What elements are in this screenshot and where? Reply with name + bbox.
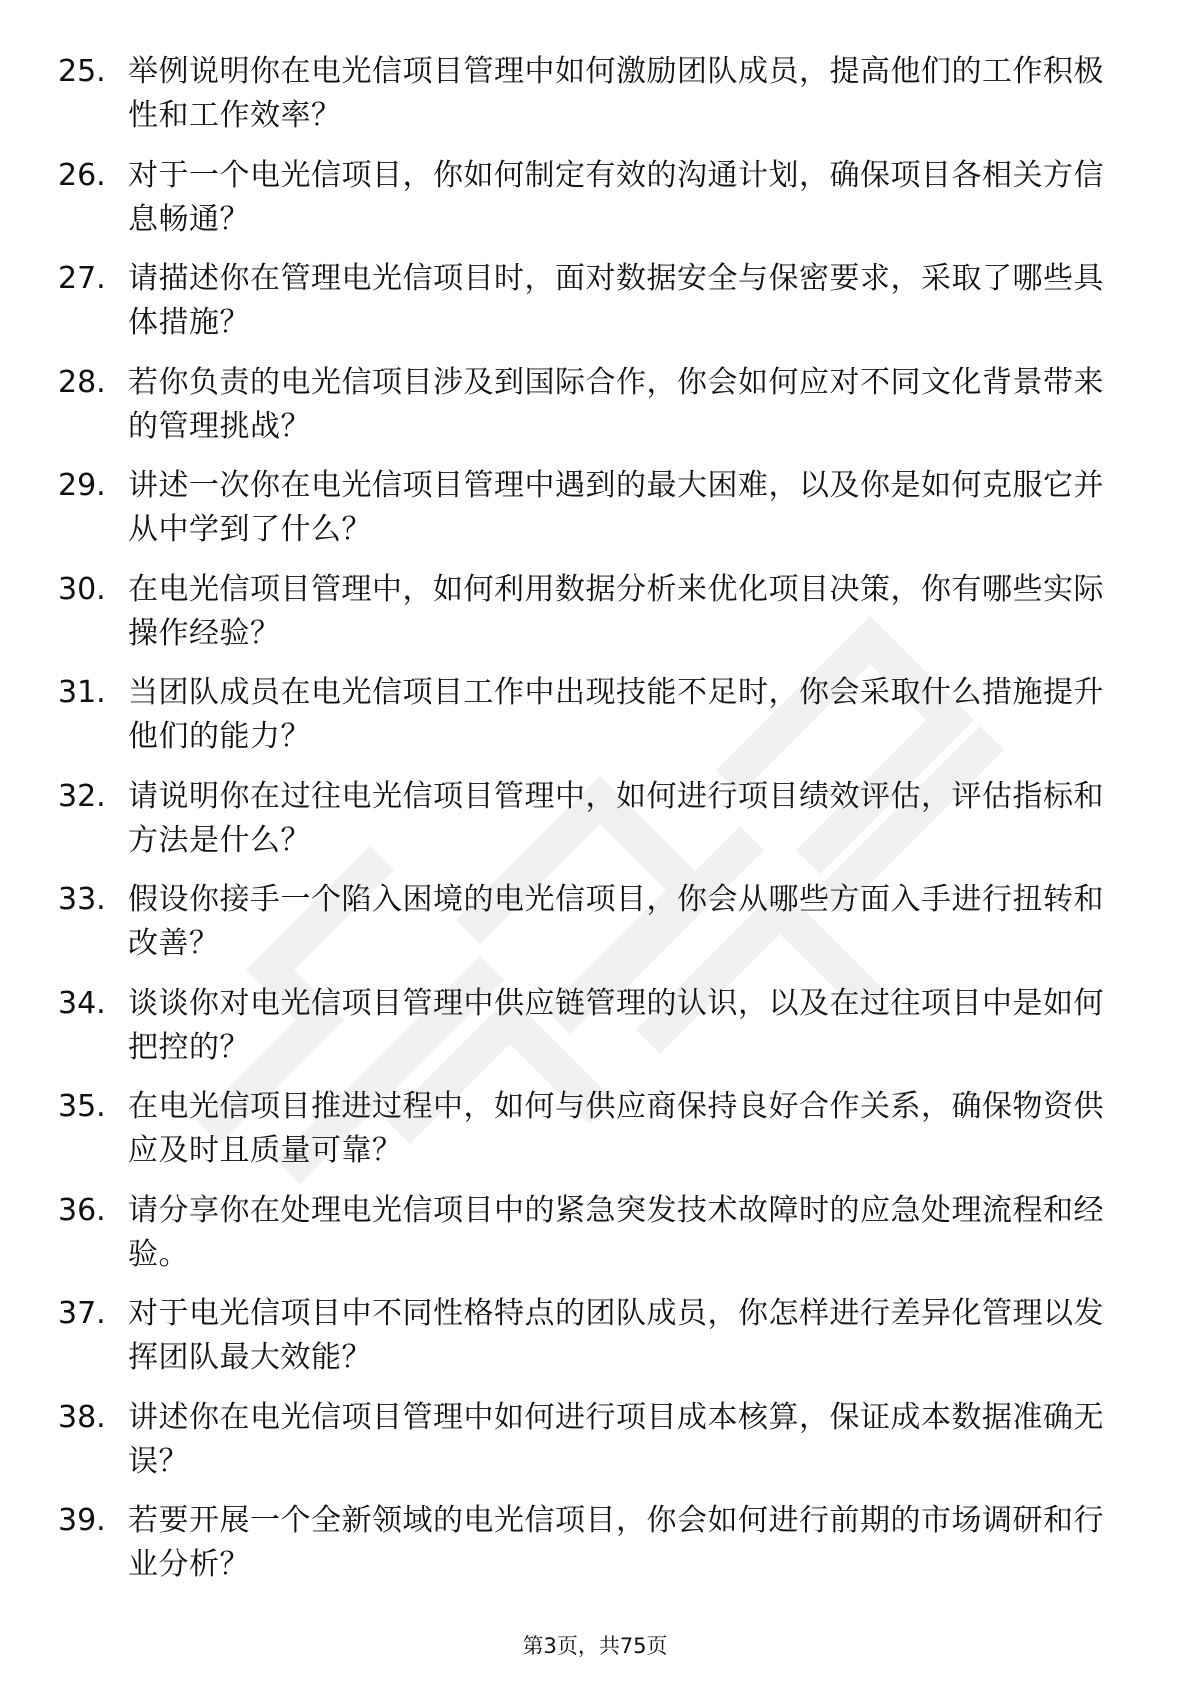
list-item (58, 1396, 1118, 1500)
question-text: 对于电光信项目中不同性格特点的团队成员，你怎样进行差异化管理以发挥团队最大效能？ (128, 1296, 1104, 1375)
list-item (58, 568, 1118, 672)
question-number: 31. (58, 675, 106, 710)
question-number: 29. (58, 468, 106, 503)
list-item (58, 1499, 1118, 1603)
question-text: 请说明你在过往电光信项目管理中，如何进行项目绩效评估，评估指标和方法是什么？ (128, 778, 1104, 858)
question-text: 讲述你在电光信项目管理中如何进行项目成本核算，保证成本数据准确无误？ (128, 1399, 1104, 1479)
question-text: 假设你接手一个陷入困境的电光信项目，你会从哪些方面入手进行扭转和改善？ (128, 882, 1104, 961)
question-number: 38. (58, 1399, 106, 1435)
question-text: 请描述你在管理电光信项目时，面对数据安全与保密要求，采取了哪些具体措施？ (128, 261, 1104, 340)
list-item (58, 1189, 1118, 1293)
list-item (58, 1292, 1118, 1396)
question-text: 若要开展一个全新领域的电光信项目，你会如何进行前期的市场调研和行业分析？ (128, 1503, 1104, 1582)
question-number: 30. (58, 571, 106, 607)
question-text: 谈谈你对电光信项目管理中供应链管理的认识，以及在过往项目中是如何把控的？ (128, 985, 1104, 1065)
list-item (58, 154, 1118, 258)
question-text: 举例说明你在电光信项目管理中如何激励团队成员，提高他们的工作积极性和工作效率？ (128, 54, 1104, 133)
question-text: 在电光信项目管理中，如何利用数据分析来优化项目决策，你有哪些实际操作经验？ (128, 571, 1104, 651)
question-text: 对于一个电光信项目，你如何制定有效的沟通计划，确保项目各相关方信息畅通？ (128, 157, 1104, 237)
list-item (58, 50, 1118, 154)
question-number: 36. (58, 1192, 106, 1228)
list-item (58, 775, 1118, 879)
question-number: 28. (58, 364, 106, 400)
question-number: 27. (58, 261, 106, 296)
question-text: 若你负责的电光信项目涉及到国际合作，你会如何应对不同文化背景带来的管理挑战？ (128, 364, 1104, 444)
question-number: 35. (58, 1089, 106, 1124)
list-item (58, 878, 1118, 982)
question-list (58, 50, 1118, 1603)
list-item (58, 464, 1118, 568)
list-item (58, 671, 1118, 775)
question-text: 当团队成员在电光信项目工作中出现技能不足时，你会采取什么措施提升他们的能力？ (128, 675, 1104, 754)
question-number: 37. (58, 1296, 106, 1331)
question-number: 25. (58, 54, 106, 89)
question-number: 34. (58, 985, 106, 1021)
question-text: 请分享你在处理电光信项目中的紧急突发技术故障时的应急处理流程和经验。 (128, 1192, 1104, 1272)
list-item (58, 1085, 1118, 1189)
question-number: 39. (58, 1503, 106, 1538)
question-number: 33. (58, 882, 106, 917)
question-number: 32. (58, 778, 106, 814)
question-number: 26. (58, 157, 106, 193)
page-number: 第3页，共75页 (522, 1634, 668, 1658)
question-text: 讲述一次你在电光信项目管理中遇到的最大困难，以及你是如何克服它并从中学到了什么？ (128, 468, 1104, 547)
question-text: 在电光信项目推进过程中，如何与供应商保持良好合作关系，确保物资供应及时且质量可靠？ (128, 1089, 1104, 1168)
list-item (58, 257, 1118, 361)
list-item (58, 982, 1118, 1086)
list-item (58, 361, 1118, 465)
